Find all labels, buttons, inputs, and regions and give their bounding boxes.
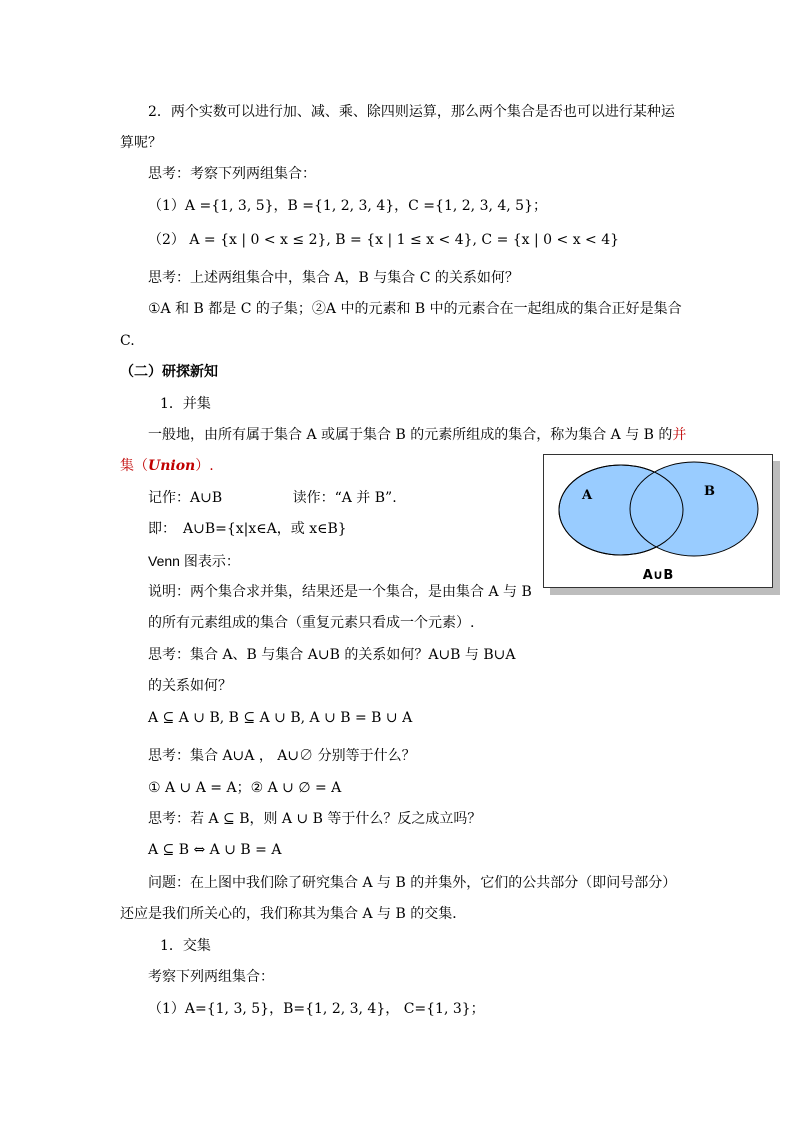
formula-subset-union: A ⊆ A ∪ B, B ⊆ A ∪ B, A ∪ B = B ∪ A xyxy=(148,710,413,726)
question-line-1: 思考：集合 A、B 与集合 A∪B 的关系如何？A∪B 与 B∪A xyxy=(148,647,516,663)
venn-intro: Venn 图表示： xyxy=(148,553,240,569)
union-term-highlight: 并 xyxy=(672,427,687,443)
union-definition-line-2 xyxy=(120,456,214,476)
question-line-2: 的关系如何？ xyxy=(148,678,232,694)
text-line-7: ①A 和 B 都是 C 的子集；②A 中的元素和 B 中的元素合在一起组成的集合正好是集合 xyxy=(148,301,682,317)
venn-caption: A∪B xyxy=(642,568,674,583)
venn-label-b: B xyxy=(704,484,715,499)
question-line-4: 思考：若 A ⊆ B，则 A ∪ B 等于什么？反之成立吗？ xyxy=(148,811,482,827)
examine-line: 考察下列两组集合： xyxy=(148,969,274,985)
union-english-term: Union xyxy=(148,458,196,474)
union-term-highlight-2: 集（ xyxy=(120,458,148,474)
subsection-union: 1．并集 xyxy=(160,396,211,412)
venn-diagram xyxy=(543,454,773,588)
text-line-6: 思考：上述两组集合中，集合 A，B 与集合 C 的关系如何？ xyxy=(148,270,519,286)
text-line-5: （2） A = {x | 0 < x ≤ 2}, B = {x | 1 ≤ x < 4}, C = {x | 0 < x < 4} xyxy=(148,232,620,248)
venn-circle-b xyxy=(630,462,758,556)
example-sets-line: （1）A={1, 3, 5}，B={1, 2, 3, 4}， C={1, 3}； xyxy=(148,1001,485,1017)
set-builder-line: 即： A∪B={x|x∈A，或 x∈B} xyxy=(148,521,347,537)
text-line-8: C. xyxy=(120,333,135,349)
section-heading: （二）研探新知 xyxy=(120,364,218,380)
text-line-2: 算呢？ xyxy=(120,135,162,151)
union-term-close: ）. xyxy=(195,458,214,474)
problem-line-1: 问题：在上图中我们除了研究集合 A 与 B 的并集外，它们的公共部分（即问号部分） xyxy=(148,875,677,891)
explanation-line-1: 说明：两个集合求并集，结果还是一个集合，是由集合 A 与 B xyxy=(148,584,532,600)
venn-label-a: A xyxy=(582,488,593,503)
subsection-intersection: 1．交集 xyxy=(160,938,211,954)
notation-read: 读作：“A 并 B”. xyxy=(292,490,397,506)
notation-line xyxy=(148,488,397,508)
question-line-3: 思考：集合 A∪A ， A∪∅ 分别等于什么？ xyxy=(148,748,416,764)
formula-equivalence: A ⊆ B ⇔ A ∪ B = A xyxy=(148,842,282,858)
text-line-1: 2．两个实数可以进行加、减、乘、除四则运算，那么两个集合是否也可以进行某种运 xyxy=(148,104,675,120)
union-definition-line-1 xyxy=(148,425,686,445)
text-line-3: 思考：考察下列两组集合： xyxy=(148,166,316,182)
venn-svg xyxy=(544,455,772,587)
text-line-4: （1）A ={1, 3, 5}，B ={1, 2, 3, 4}，C ={1, 2, 3, 4, 5}； xyxy=(148,198,547,214)
union-definition-text: 一般地，由所有属于集合 A 或属于集合 B 的元素所组成的集合，称为集合 A 与 B 的 xyxy=(148,427,673,443)
formula-identities: ① A ∪ A = A；② A ∪ ∅ = A xyxy=(148,780,342,796)
problem-line-2: 还应是我们所关心的，我们称其为集合 A 与 B 的交集． xyxy=(120,906,467,922)
explanation-line-2: 的所有元素组成的集合（重复元素只看成一个元素）. xyxy=(148,615,475,631)
notation-written: 记作：A∪B xyxy=(148,490,223,506)
